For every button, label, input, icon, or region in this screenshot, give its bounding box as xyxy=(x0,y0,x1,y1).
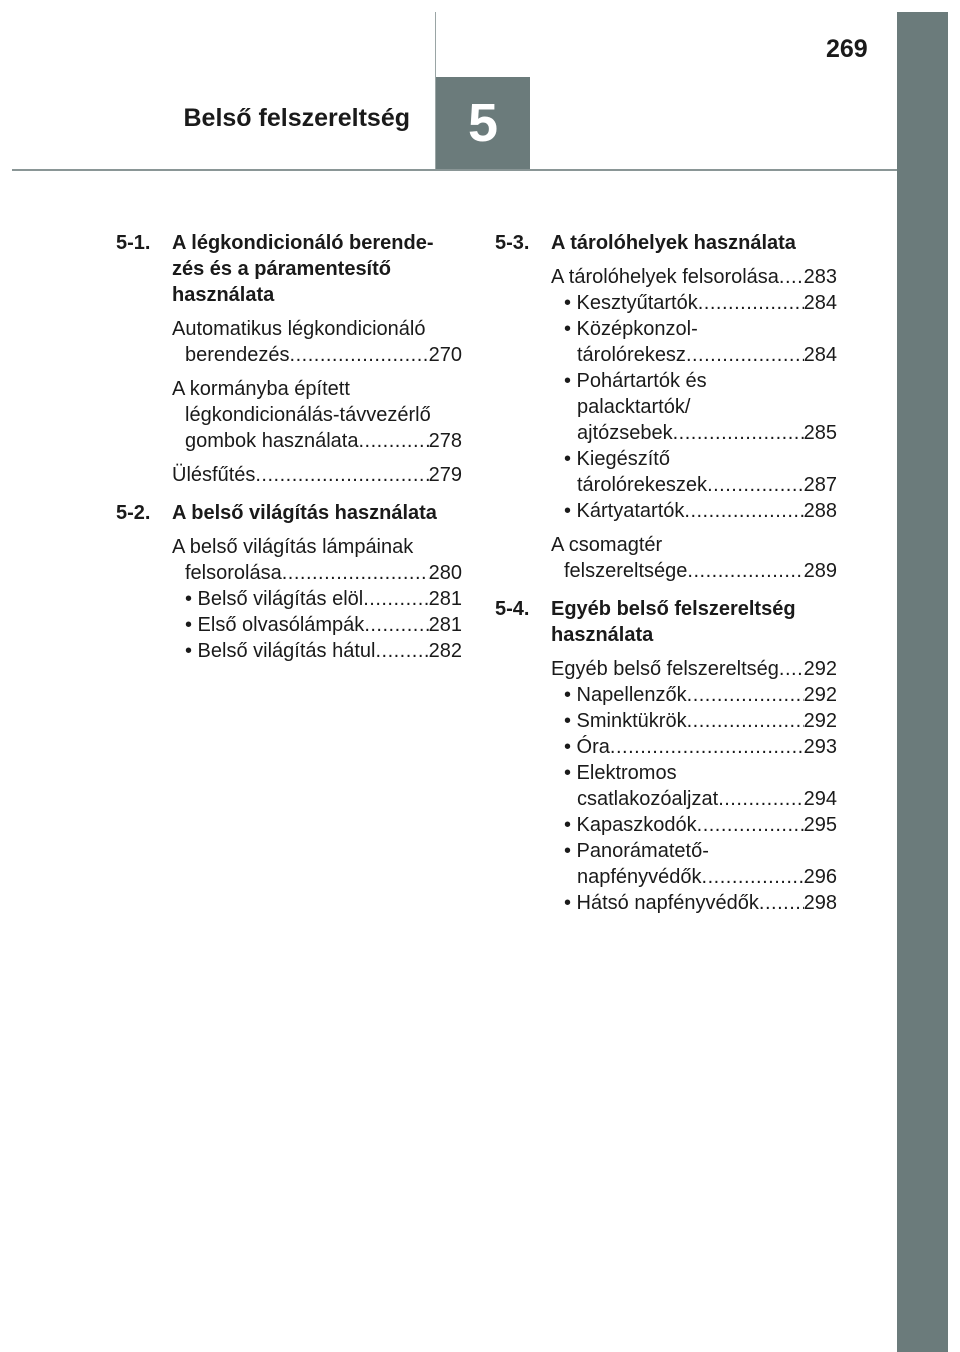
section-title: A belső világítás használata xyxy=(172,502,437,524)
page-ref: 279 xyxy=(428,464,462,486)
toc-subentry[interactable]: • Pohártartók és palacktartók/ ajtózsebek ..... 285 xyxy=(495,368,837,446)
toc-subentry[interactable]: • Első olvasólámpák ..... 281 xyxy=(116,612,462,638)
page-ref: 296 xyxy=(803,866,837,888)
toc-section-heading[interactable] xyxy=(495,596,837,648)
toc-subentry[interactable]: • Kapaszkodók ..... 295 xyxy=(495,812,837,838)
page-ref: 284 xyxy=(803,292,837,314)
page-ref: 288 xyxy=(803,500,837,522)
toc-entry[interactable]: A belső világítás lámpáinak felsorolása ..... 280 xyxy=(116,534,462,586)
toc-subentry[interactable]: • Kesztyűtartók ..... 284 xyxy=(495,290,837,316)
toc-subentry[interactable]: • Elektromos csatlakozóaljzat ..... 294 xyxy=(495,760,837,812)
page-ref: 287 xyxy=(803,474,837,496)
toc-entry[interactable]: Automatikus légkondicionáló berendezés ..... 270 xyxy=(116,316,462,368)
toc-subentry[interactable]: • Sminktükrök ..... 292 xyxy=(495,708,837,734)
page-ref: 298 xyxy=(803,892,837,914)
section-number: 5-2. xyxy=(116,502,151,524)
page-ref: 293 xyxy=(803,736,837,758)
toc-entry[interactable]: Egyéb belső felszereltség ..... 292 xyxy=(495,656,837,682)
section-number: 5-4. xyxy=(495,598,530,620)
toc-subentry[interactable]: • Kártyatartók ..... 288 xyxy=(495,498,837,524)
page-ref: 289 xyxy=(803,560,837,582)
page-ref: 284 xyxy=(803,344,837,366)
section-title: A tárolóhelyek használata xyxy=(551,232,796,254)
page-ref: 282 xyxy=(428,640,462,662)
toc-subentry[interactable]: • Panorámatető- napfényvédők ..... 296 xyxy=(495,838,837,890)
page-ref: 280 xyxy=(428,562,462,584)
toc-column-left xyxy=(116,228,462,664)
page-ref: 292 xyxy=(803,684,837,706)
toc-entry[interactable]: Ülésfűtés ..... 279 xyxy=(116,462,462,488)
page-ref: 283 xyxy=(803,266,837,288)
toc-column-right xyxy=(495,228,837,916)
toc-entry[interactable]: A csomagtér felszereltsége ..... 289 xyxy=(495,532,837,584)
toc-subentry[interactable]: • Hátsó napfényvédők ..... 298 xyxy=(495,890,837,916)
toc-subentry[interactable]: • Középkonzol- tárolórekesz ..... 284 xyxy=(495,316,837,368)
page-ref: 270 xyxy=(428,344,462,366)
page-number: 269 xyxy=(826,35,868,63)
toc-subentry[interactable]: • Óra ..... 293 xyxy=(495,734,837,760)
toc-section-heading[interactable] xyxy=(116,230,462,308)
toc-entry[interactable]: A kormányba épített légkondicionálás-távvezérlő gombok használata ..... 278 xyxy=(116,376,462,454)
toc-section-heading[interactable] xyxy=(495,230,837,256)
toc-subentry[interactable]: • Napellenzők ..... 292 xyxy=(495,682,837,708)
chapter-side-tab xyxy=(897,12,948,1352)
toc-section-heading[interactable] xyxy=(116,500,462,526)
page-ref: 278 xyxy=(428,430,462,452)
toc-subentry[interactable]: • Belső világítás hátul ..... 282 xyxy=(116,638,462,664)
section-number: 5-3. xyxy=(495,232,530,254)
chapter-title: Belső felszereltség xyxy=(183,104,410,132)
section-number: 5-1. xyxy=(116,232,151,254)
page-ref: 281 xyxy=(428,614,462,636)
page-ref: 281 xyxy=(428,588,462,610)
page-ref: 285 xyxy=(803,422,837,444)
page-ref: 295 xyxy=(803,814,837,836)
header-divider-horizontal xyxy=(12,169,897,171)
page-ref: 292 xyxy=(803,658,837,680)
section-title: A légkondicionáló berende- zés és a páramentesítő használata xyxy=(172,232,434,306)
page-ref: 294 xyxy=(803,788,837,810)
page-ref: 292 xyxy=(803,710,837,732)
toc-subentry[interactable]: • Belső világítás elöl ..... 281 xyxy=(116,586,462,612)
toc-subentry[interactable]: • Kiegészítő tárolórekeszek ..... 287 xyxy=(495,446,837,498)
section-title: Egyéb belső felszereltség használata xyxy=(551,598,796,646)
chapter-number-box: 5 xyxy=(436,77,530,169)
toc-entry[interactable]: A tárolóhelyek felsorolása ..... 283 xyxy=(495,264,837,290)
